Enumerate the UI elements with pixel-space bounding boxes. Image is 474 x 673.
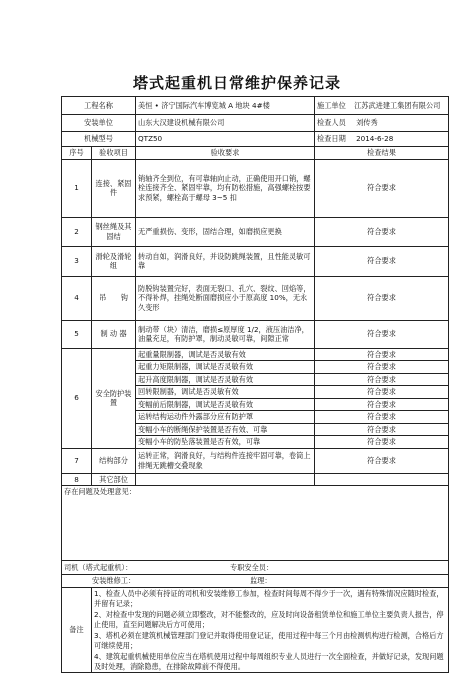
sub-result: 符合要求 xyxy=(315,386,449,399)
col-header-result: 检查结果 xyxy=(315,147,449,160)
table-row xyxy=(62,159,449,217)
sub-req: 运转结构运动件外露部分应有防护罩 xyxy=(136,411,315,424)
contractor-label: 施工单位 xyxy=(317,100,346,110)
table-row xyxy=(62,276,449,320)
row-result: 符合要求 xyxy=(315,448,449,473)
row-result: 符合要求 xyxy=(315,159,449,217)
sub-req: 起重力矩限制器，调试是否灵敏有效 xyxy=(136,361,315,374)
table-row xyxy=(62,473,449,486)
table-row xyxy=(62,320,449,348)
row-req: 无严重损伤、变形，固结合理，如磨损应更换 xyxy=(136,217,315,246)
row-result: 符合要求 xyxy=(315,217,449,246)
inspector-cell xyxy=(315,115,449,132)
sign-row-1 xyxy=(62,561,449,575)
sub-req: 变幅前后限制器，调试是否灵敏有效 xyxy=(136,398,315,411)
driver-sign-label: 司机（塔式起重机）： xyxy=(64,562,133,572)
note-item: 1、检查人员中必须有持证的司机和安装维修工参加，检查时间每周不得少于一次，遇有特殊情况应随时检查，并留有记录； xyxy=(94,589,444,608)
row-req xyxy=(136,473,315,486)
sub-req: 起升高度限制器，调试是否灵敏有效 xyxy=(136,373,315,386)
project-value: 美恒 • 济宁国际汽车博览城 A 地块 4#楼 xyxy=(136,97,315,115)
maintenance-sign-label: 安装维修工： xyxy=(92,576,136,586)
row-item: 制 动 器 xyxy=(92,320,136,348)
row-req: 销轴齐全到位，有可靠轴向止动，正确使用开口销，螺栓连接齐全、紧固牢靠，均有防松措施，高强螺栓按要求预紧，螺栓高于螺母 3~5 扣 xyxy=(136,159,315,217)
sub-req: 变幅小车的防坠落装置是否有效，可靠 xyxy=(136,436,315,449)
row-item: 连接、紧固件 xyxy=(92,159,136,217)
contractor-cell xyxy=(315,97,449,115)
date-label: 检查日期 xyxy=(317,134,346,144)
model-value: QTZ50 xyxy=(136,132,315,147)
row-item: 滑轮及滑轮组 xyxy=(92,246,136,276)
sub-result: 符合要求 xyxy=(315,411,449,424)
row-item: 结构部分 xyxy=(92,448,136,473)
row-item: 钢丝绳及其固结 xyxy=(92,217,136,246)
notes-cell xyxy=(92,588,449,673)
row-no: 3 xyxy=(62,246,92,276)
row-req: 运转正常，润滑良好，与结构件连接牢固可靠，卷筒上排绳无跳槽交叠现象 xyxy=(136,448,315,473)
sub-result: 符合要求 xyxy=(315,436,449,449)
sub-result: 符合要求 xyxy=(315,373,449,386)
supervisor-sign-label: 监理： xyxy=(250,576,272,586)
table-row xyxy=(62,246,449,276)
notes-label: 备注 xyxy=(62,588,92,673)
col-header-item: 验收项目 xyxy=(92,147,136,160)
sub-result: 符合要求 xyxy=(315,348,449,361)
inspector-value: 刘传秀 xyxy=(356,118,378,128)
install-value: 山东大汉建设机械有限公司 xyxy=(136,115,315,132)
inspector-label: 检查人员 xyxy=(317,118,346,128)
sub-result: 符合要求 xyxy=(315,423,449,436)
col-header-no: 序号 xyxy=(62,147,92,160)
row-result: 符合要求 xyxy=(315,246,449,276)
table-row xyxy=(62,448,449,473)
row-no: 5 xyxy=(62,320,92,348)
date-cell xyxy=(315,132,449,147)
maintenance-record-table xyxy=(61,96,449,673)
sub-req: 起重量限制器，调试是否灵敏有效 xyxy=(136,348,315,361)
row-result xyxy=(315,473,449,486)
contractor-value: 江苏武进建工集团有限公司 xyxy=(354,100,441,110)
date-value: 2014-6-28 xyxy=(356,134,394,144)
issues-label: 存在问题及处理意见： xyxy=(64,487,136,496)
note-item: 4、建筑起重机械使用单位应当在塔机使用过程中每周组织专业人员进行一次全面检查，并做好记录，发现问题及时处理，消除隐患，在排除故障前不得使用。 xyxy=(94,652,444,671)
page-title: 塔式起重机日常维护保养记录 xyxy=(132,74,341,92)
model-label: 机械型号 xyxy=(62,132,136,147)
table-row xyxy=(62,217,449,246)
row-req: 制动带（块）清洁，磨损≤原厚度 1/2，液压油洁净，油量充足，有防护罩，制动灵敏可靠，间隙正常 xyxy=(136,320,315,348)
row-item: 其它部位 xyxy=(92,473,136,486)
row-no: 6 xyxy=(62,348,92,448)
safety-officer-sign-label: 专职安全员： xyxy=(230,562,274,572)
row-req: 防脱钩装置完好，表面无裂口、孔穴、裂纹、回焰等，不得补焊，挂绳处断面磨损应小于原高度 10%，无永久变形 xyxy=(136,276,315,320)
row-req: 转动自如，润滑良好，并设防跳绳装置，且性能灵敏可靠 xyxy=(136,246,315,276)
sign-row-2 xyxy=(62,575,449,588)
note-item: 2、对检查中发现的问题必须立即整改，对不能整改的，应及时向设备租赁单位和施工单位主要负责人报告，停止使用，直至问题解决后方可使用； xyxy=(94,610,444,629)
sub-req: 变幅小车的断绳保护装置是否有效、可靠 xyxy=(136,423,315,436)
sub-req: 回转限制器，调试是否灵敏有效 xyxy=(136,386,315,399)
col-header-req: 验收要求 xyxy=(136,147,315,160)
row-no: 2 xyxy=(62,217,92,246)
project-label: 工程名称 xyxy=(62,97,136,115)
issues-cell xyxy=(62,486,449,561)
row-no: 8 xyxy=(62,473,92,486)
row-item: 安全防护装置 xyxy=(92,348,136,448)
row-result: 符合要求 xyxy=(315,320,449,348)
row-no: 7 xyxy=(62,448,92,473)
table-row xyxy=(62,348,449,361)
row-result: 符合要求 xyxy=(315,276,449,320)
row-no: 4 xyxy=(62,276,92,320)
row-item: 吊 钩 xyxy=(92,276,136,320)
sub-result: 符合要求 xyxy=(315,361,449,374)
sub-result: 符合要求 xyxy=(315,398,449,411)
row-no: 1 xyxy=(62,159,92,217)
note-item: 3、塔机必须在建筑机械管理部门登记并取得使用登记证，使用过程中每三个月由检测机构进行检测，合格后方可继续使用； xyxy=(94,631,444,650)
install-label: 安装单位 xyxy=(62,115,136,132)
